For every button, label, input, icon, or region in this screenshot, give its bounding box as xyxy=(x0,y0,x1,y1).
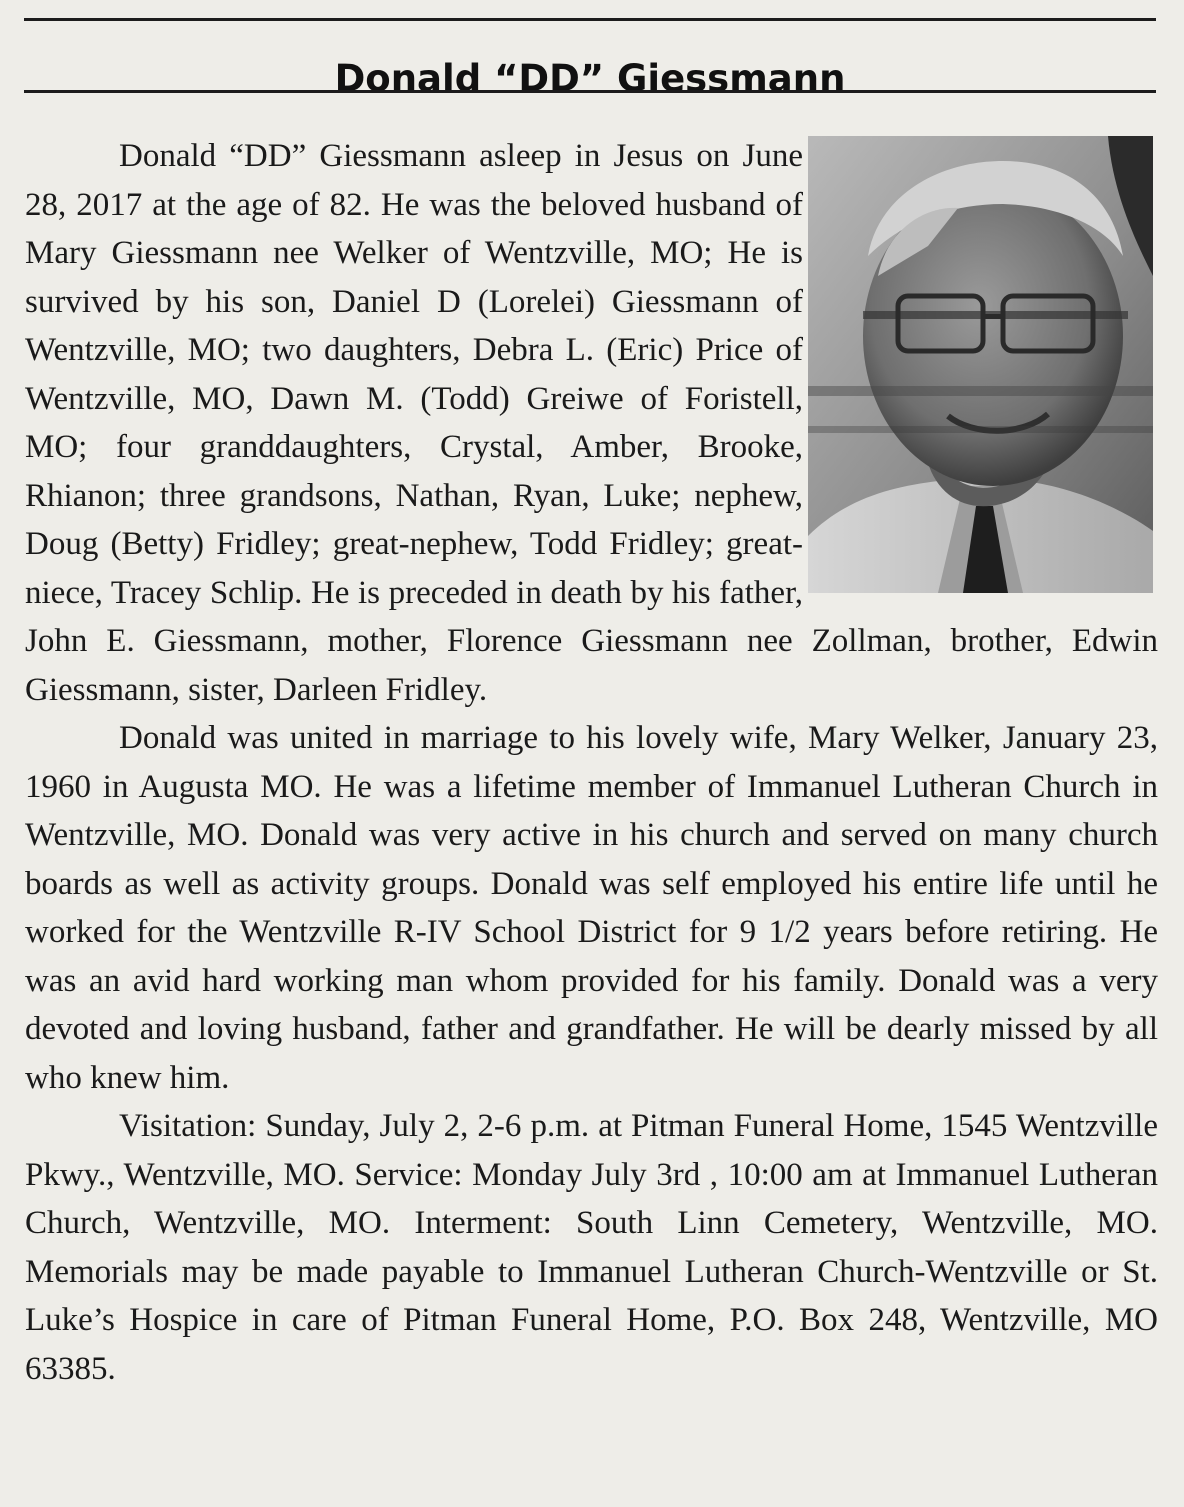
paragraph-life: Donald was united in marriage to his lovely wife, Mary Welker, January 23, 1960 in Augusta MO. He was a lifetime member of Immanuel Lutheran Church in Wentzville, MO. Donald was very active in his church and served on many church boards as well as activity groups. Donald was self employed his entire life until he worked for the Wentzville R-IV School District for 9 1/2 years before retiring. He was an avid hard working man whom provided for his family. Donald was a very devoted and loving husband, father and grandfather. He will be dearly missed by all who knew him. xyxy=(25,720,1158,1096)
obituary-headline: Donald “DD” Giessmann xyxy=(334,56,846,100)
photo-wrap-space xyxy=(803,132,1158,602)
paragraph-services: Visitation: Sunday, July 2, 2-6 p.m. at Pitman Funeral Home, 1545 Wentzville Pkwy., Wentzville, MO. Service: Monday July 3rd , 10:00 am at Immanuel Lutheran Church, Wentzville, MO. Interment: South Linn Cemetery, Wentzville, MO. Memorials may be made payable to Immanuel Lutheran Church-Wentzville or St. Luke’s Hospice in care of Pitman Funeral Home, P.O. Box 248, Wentzville, MO 63385. xyxy=(25,1108,1158,1387)
obituary-body xyxy=(25,132,1158,1393)
top-rule xyxy=(24,18,1156,21)
paragraph-biography: Donald “DD” Giessmann asleep in Jesus on June 28, 2017 at the age of 82. He was the beloved husband of Mary Giessmann nee Welker of Wentzville, MO; He is survived by his son, Daniel D (Lorelei) Giessmann of Wentzville, MO; two daughters, Debra L. (Eric) Price of Wentzville, MO, Dawn M. (Todd) Greiwe of Foristell, MO; four granddaughters, Crystal, Amber, Brooke, Rhianon; three grandsons, Nathan, Ryan, Luke; nephew, Doug (Betty) Fridley; great-nephew, Todd Fridley; great-niece, Tracey Schlip. He is preceded in death by his father, John E. Giessmann, mother, Florence Giessmann nee Zollman, brother, Edwin Giessmann, sister, Darleen Fridley. xyxy=(25,138,1158,708)
headline-underline-rule xyxy=(24,90,1156,93)
